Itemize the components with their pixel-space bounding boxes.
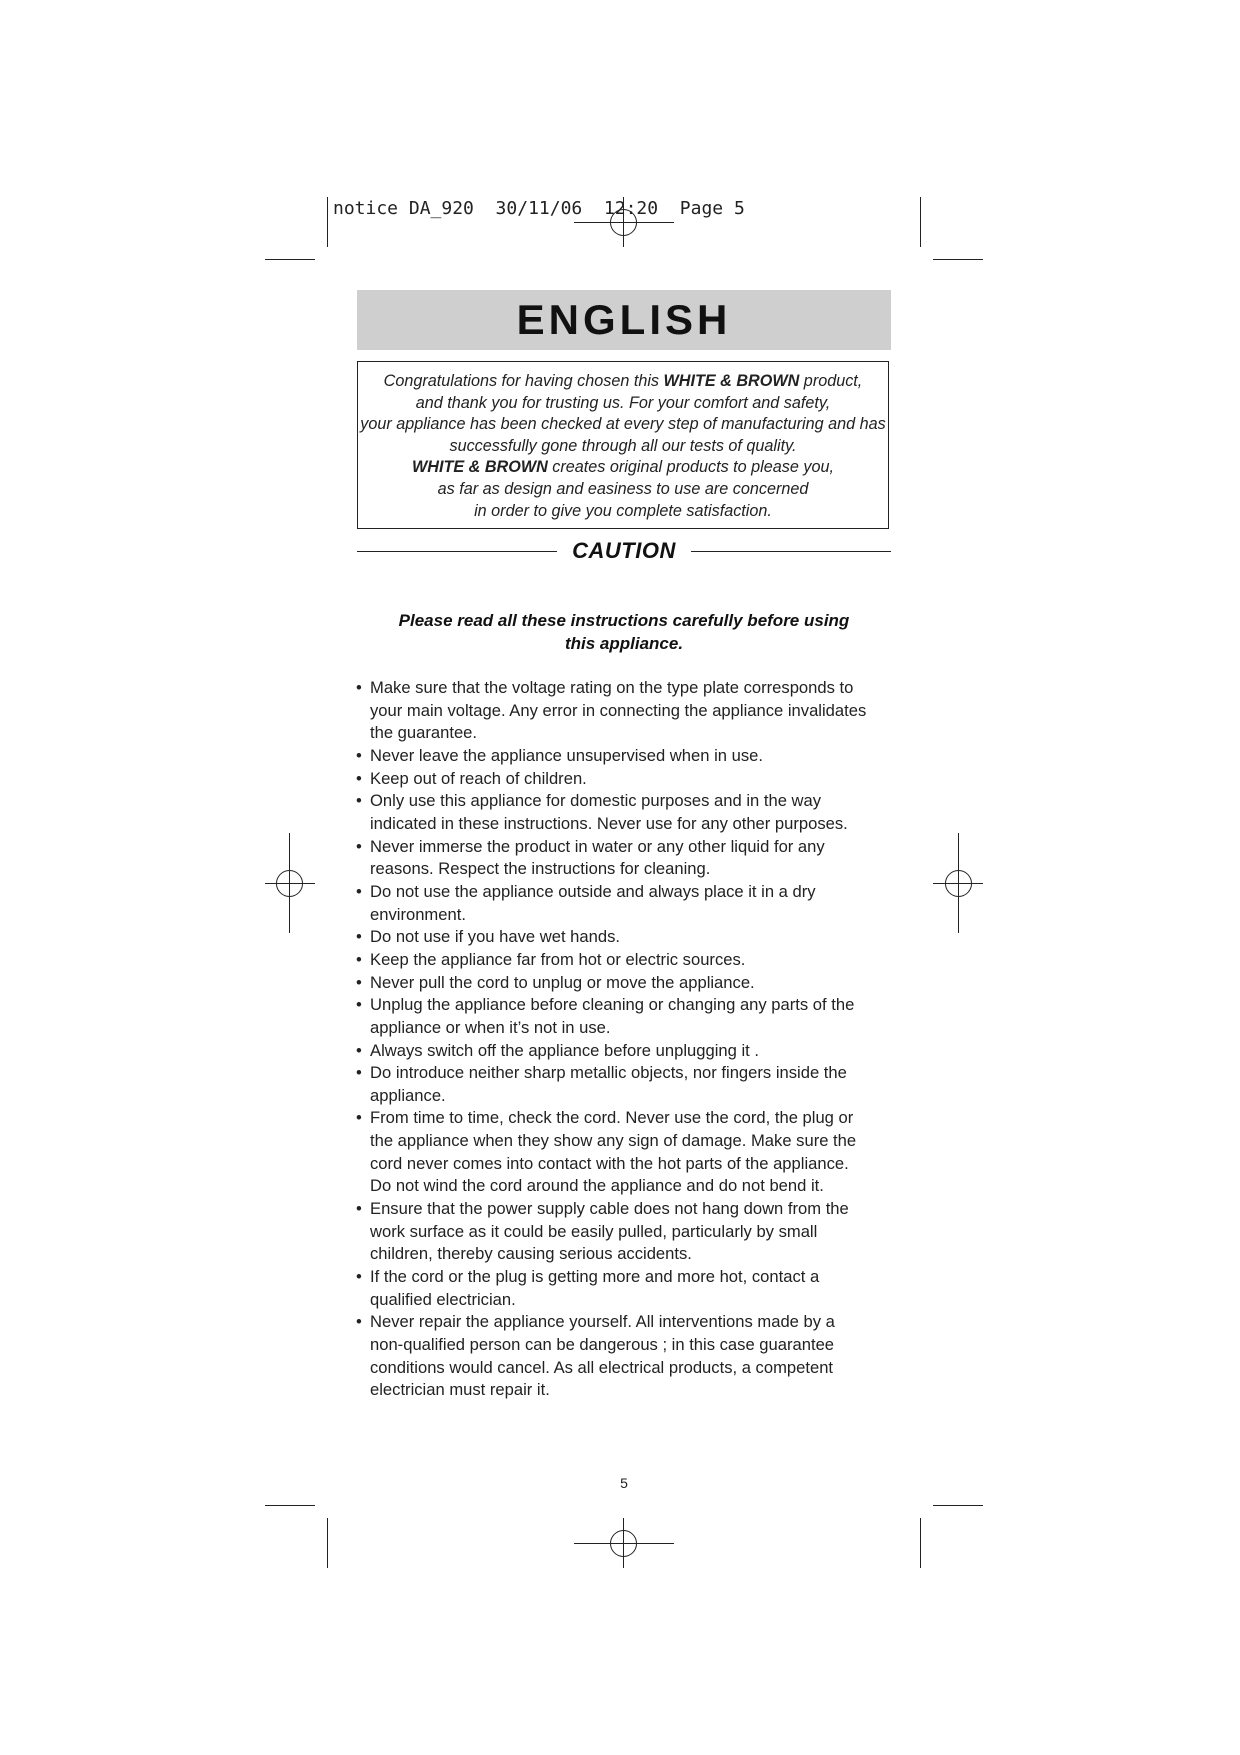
read-note-line-1: Please read all these instructions carefully before using — [398, 611, 850, 630]
instruction-text-line: environment. — [370, 904, 466, 924]
page-number: 5 — [620, 1475, 628, 1491]
safety-instruction-item — [356, 836, 896, 881]
safety-instruction-item — [356, 1266, 896, 1311]
intro-line-5 — [358, 457, 888, 479]
safety-instruction-item — [356, 790, 896, 835]
instruction-text-line: • Never repair the appliance yourself. All interventions made by a — [370, 1312, 835, 1332]
crop-mark-bottom-right-horizontal — [933, 1505, 983, 1506]
intro-line-2: and thank you for trusting us. For your comfort and safety, — [415, 393, 831, 412]
safety-instruction-item — [356, 1040, 896, 1063]
print-slug: notice DA_920 30/11/06 12:20 Page 5 — [333, 198, 745, 219]
caution-rule-left — [357, 551, 557, 552]
registration-mark-right-circle — [945, 870, 972, 897]
safety-instruction-item — [356, 768, 896, 791]
safety-instruction-item — [356, 1311, 896, 1402]
instruction-text-line: • Keep out of reach of children. — [370, 768, 587, 788]
read-instructions-note — [357, 609, 891, 655]
instruction-text-line: work surface as it could be easily pulled, particularly by small — [370, 1221, 818, 1241]
safety-instruction-item — [356, 1062, 896, 1107]
instruction-text-line: • Only use this appliance for domestic purposes and in the way — [370, 791, 822, 811]
instruction-text-line: • Always switch off the appliance before unplugging it . — [370, 1040, 759, 1060]
instruction-text-line: • Unplug the appliance before cleaning or changing any parts of the — [370, 995, 855, 1015]
registration-mark-left-circle — [276, 870, 303, 897]
intro-line-3: your appliance has been checked at every step of manufacturing and has — [360, 415, 886, 434]
crop-mark-top-right-horizontal — [933, 259, 983, 260]
caution-rule-right — [691, 551, 891, 552]
safety-instruction-item — [356, 881, 896, 926]
instruction-text-line: your main voltage. Any error in connecting the appliance invalidates — [370, 700, 867, 720]
instruction-text-line: non-qualified person can be dangerous ; in this case guarantee — [370, 1335, 835, 1355]
language-header — [357, 290, 891, 350]
instruction-text-line: cord never comes into contact with the hot parts of the appliance. — [370, 1153, 849, 1173]
safety-instruction-item — [356, 994, 896, 1039]
read-note-line-2: this appliance. — [564, 634, 684, 653]
intro-text: product, — [799, 372, 863, 390]
crop-mark-bottom-left-vertical — [327, 1518, 328, 1568]
instruction-text-line: • Keep the appliance far from hot or electric sources. — [370, 949, 746, 969]
crop-mark-top-right-vertical — [920, 197, 921, 247]
safety-instructions-list — [356, 677, 896, 1402]
instruction-text-line: appliance or when it’s not in use. — [370, 1017, 611, 1037]
instruction-text-line: • Make sure that the voltage rating on the type plate corresponds to — [370, 678, 854, 697]
instruction-text-line: • If the cord or the plug is getting more and more hot, contact a — [370, 1267, 820, 1287]
safety-instruction-item — [356, 745, 896, 768]
instruction-text-line: electrician must repair it. — [370, 1380, 550, 1400]
instruction-text-line: • Do introduce neither sharp metallic objects, nor fingers inside the — [370, 1063, 847, 1083]
crop-mark-top-left-vertical — [327, 197, 328, 247]
intro-line-4: successfully gone through all our tests of quality. — [449, 436, 797, 455]
language-title: ENGLISH — [516, 296, 732, 343]
instruction-text-line: reasons. Respect the instructions for cleaning. — [370, 859, 711, 879]
safety-instruction-item — [356, 926, 896, 949]
instruction-text-line: children, thereby causing serious accidents. — [370, 1244, 692, 1264]
intro-text: creates original products to please you, — [547, 458, 834, 477]
instruction-text-line: • Ensure that the power supply cable does not hang down from the — [370, 1199, 849, 1219]
safety-instruction-item — [356, 972, 896, 995]
instruction-text-line: Do not wind the cord around the appliance and do not bend it. — [370, 1176, 824, 1196]
safety-instruction-item — [356, 1198, 896, 1266]
brand-name: WHITE & BROWN — [663, 372, 800, 390]
intro-text: Congratulations for having chosen this — [383, 372, 664, 390]
instruction-text-line: indicated in these instructions. Never use for any other purposes. — [370, 813, 848, 833]
crop-mark-top-left-horizontal — [265, 259, 315, 260]
intro-line-7: in order to give you complete satisfaction. — [474, 501, 772, 520]
caution-title: CAUTION — [572, 538, 676, 563]
instruction-text-line: • Do not use if you have wet hands. — [370, 927, 620, 947]
instruction-text-line: • Never pull the cord to unplug or move the appliance. — [370, 972, 755, 992]
safety-instruction-item — [356, 1107, 896, 1198]
intro-box — [357, 361, 889, 529]
instruction-text-line: appliance. — [370, 1085, 446, 1105]
crop-mark-bottom-right-vertical — [920, 1518, 921, 1568]
instruction-text-line: conditions would cancel. As all electrical products, a competent — [370, 1357, 834, 1377]
registration-mark-bottom-circle — [610, 1530, 637, 1557]
intro-line-1 — [358, 371, 888, 393]
instruction-text-line: • Never leave the appliance unsupervised when in use. — [370, 745, 763, 765]
instruction-text-line: • Do not use the appliance outside and always place it in a dry — [370, 881, 816, 901]
brand-name: WHITE & BROWN — [412, 458, 548, 477]
crop-mark-bottom-left-horizontal — [265, 1505, 315, 1506]
safety-instruction-item — [356, 677, 896, 745]
intro-line-6: as far as design and easiness to use are concerned — [437, 479, 809, 498]
instruction-text-line: qualified electrician. — [370, 1289, 516, 1309]
instruction-text-line: the appliance when they show any sign of damage. Make sure the — [370, 1131, 857, 1151]
instruction-text-line: • Never immerse the product in water or any other liquid for any — [370, 836, 825, 856]
instruction-text-line: • From time to time, check the cord. Never use the cord, the plug or — [370, 1108, 854, 1128]
instruction-text-line: the guarantee. — [370, 723, 478, 743]
safety-instruction-item — [356, 949, 896, 972]
